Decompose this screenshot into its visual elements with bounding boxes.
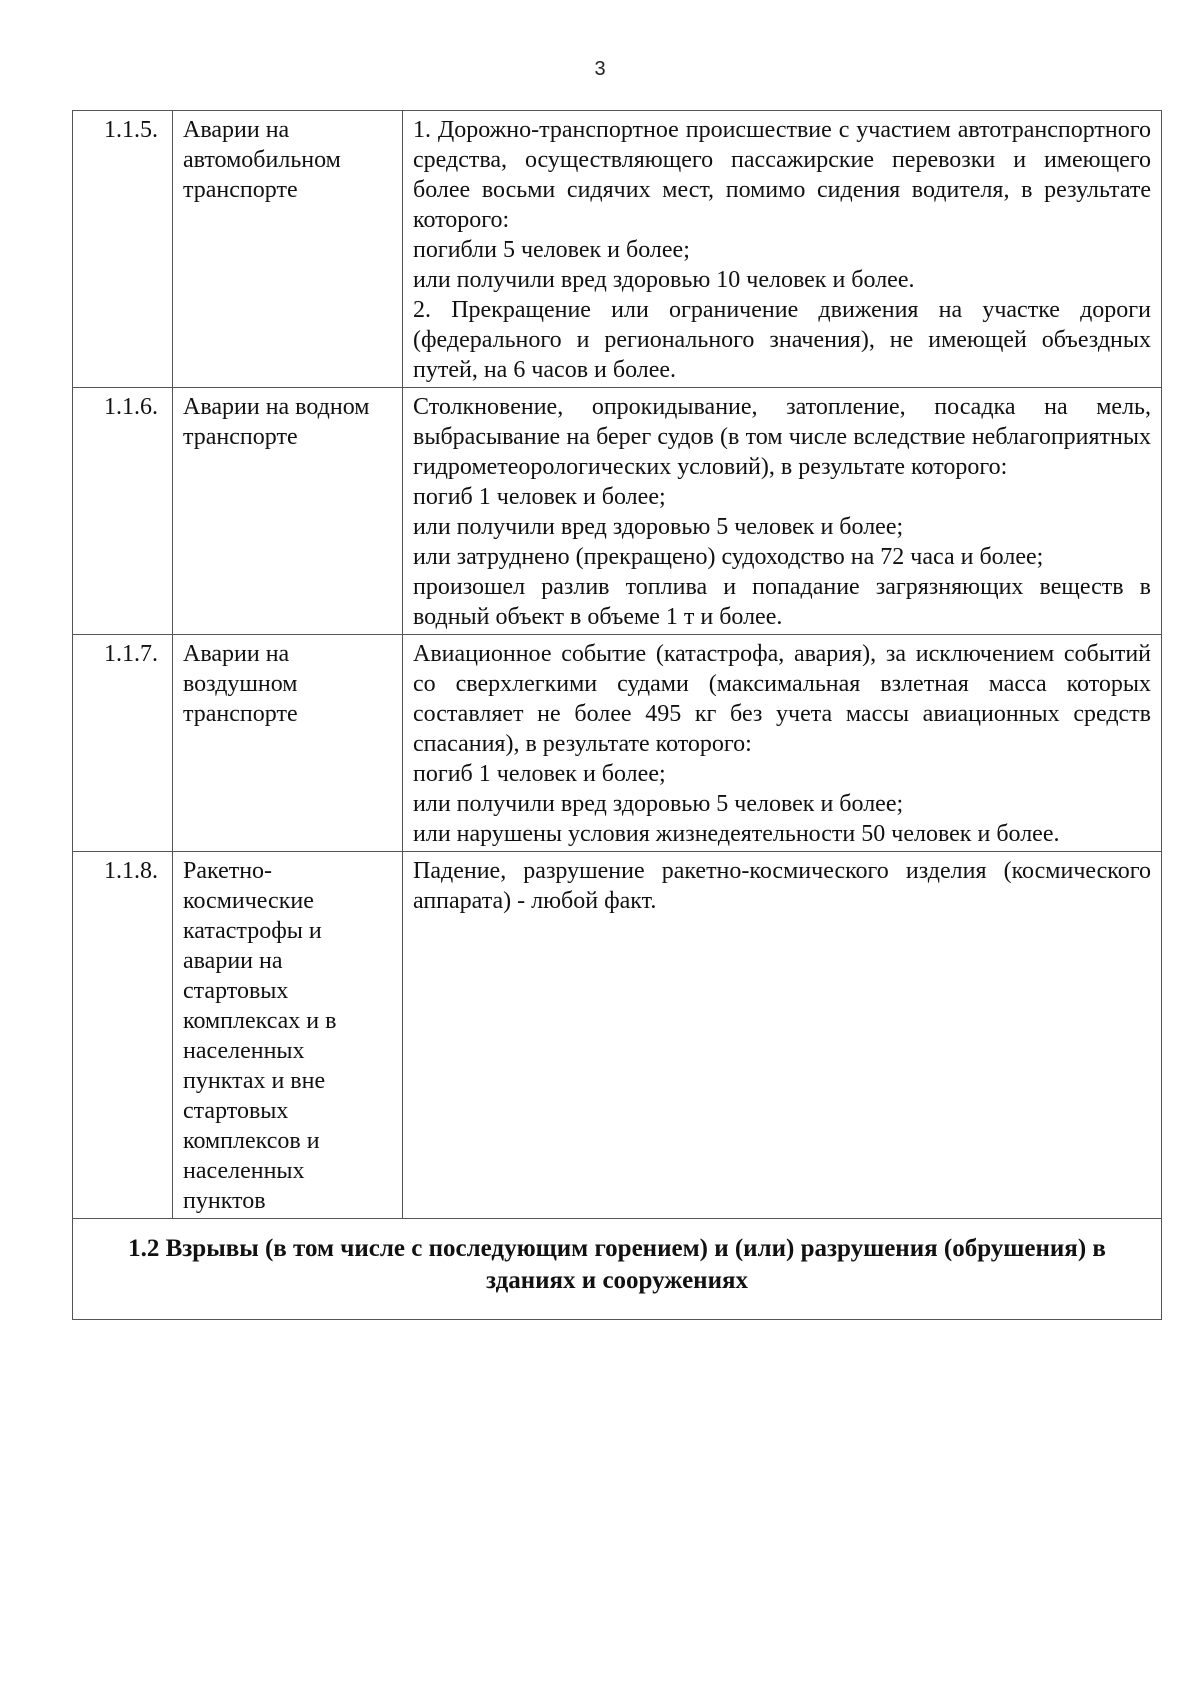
row-description xyxy=(403,852,1162,1219)
row-name-line: населенных xyxy=(183,1038,305,1064)
row-name-line: населенных xyxy=(183,1158,305,1184)
row-name-line: воздушном xyxy=(183,671,298,697)
row-name-line: Ракетно- xyxy=(183,858,273,884)
row-code: 1.1.6. xyxy=(73,388,173,635)
description-paragraph: Падение, разрушение ракетно-космического изделия (космического аппарата) - любой факт. xyxy=(413,858,1151,914)
row-name-line: транспорте xyxy=(183,701,298,727)
row-name-line: пунктов xyxy=(183,1188,266,1214)
row-name xyxy=(173,111,403,388)
row-name-line: комплексах и в xyxy=(183,1008,337,1034)
description-paragraph: погиб 1 человек и более; xyxy=(413,761,666,787)
row-name-line: стартовых xyxy=(183,1098,289,1124)
section-heading: 1.2 Взрывы (в том числе с последующим горением) и (или) разрушения (обрушения) в зданиях и сооружениях xyxy=(73,1219,1162,1320)
description-paragraph: 1. Дорожно-транспортное происшествие с участием автотранспортного средства, осуществляющего пассажирские перевозки и имеющего более восьми сидячих мест, помимо сидения водителя, в результате которого: xyxy=(413,117,1151,233)
row-name-line: катастрофы и xyxy=(183,918,322,944)
section-heading-row xyxy=(73,1219,1162,1320)
row-name-line: транспорте xyxy=(183,177,298,203)
row-code: 1.1.5. xyxy=(73,111,173,388)
page-number: 3 xyxy=(594,58,606,80)
row-name-line: Аварии на водном xyxy=(183,394,370,420)
row-name-line: Аварии на xyxy=(183,641,290,667)
row-name-line: Аварии на xyxy=(183,117,290,143)
row-name-line: транспорте xyxy=(183,424,298,450)
row-name xyxy=(173,388,403,635)
description-paragraph: или нарушены условия жизнедеятельности 50 человек и более. xyxy=(413,821,1060,847)
table-row-1-1-7 xyxy=(73,635,1162,852)
description-paragraph: погибли 5 человек и более; xyxy=(413,237,690,263)
description-paragraph: или затруднено (прекращено) судоходство на 72 часа и более; xyxy=(413,544,1044,570)
incident-criteria-table xyxy=(72,110,1162,1320)
row-name-line: пунктах и вне xyxy=(183,1068,326,1094)
description-paragraph: погиб 1 человек и более; xyxy=(413,484,666,510)
row-code: 1.1.8. xyxy=(73,852,173,1219)
row-name xyxy=(173,852,403,1219)
description-paragraph: Столкновение, опрокидывание, затопление, посадка на мель, выбрасывание на берег судов (в том числе вследствие неблагоприятных гидрометеорологических условий), в результате которого: xyxy=(413,394,1151,480)
row-description xyxy=(403,388,1162,635)
table-row-1-1-5 xyxy=(73,111,1162,388)
description-paragraph: или получили вред здоровью 5 человек и более; xyxy=(413,791,904,817)
table-row-1-1-6 xyxy=(73,388,1162,635)
row-code: 1.1.7. xyxy=(73,635,173,852)
description-paragraph: произошел разлив топлива и попадание загрязняющих веществ в водный объект в объеме 1 т и более. xyxy=(413,574,1151,630)
row-name-line: автомобильном xyxy=(183,147,341,173)
row-name-line: комплексов и xyxy=(183,1128,320,1154)
table-row-1-1-8 xyxy=(73,852,1162,1219)
row-name-line: аварии на xyxy=(183,948,283,974)
row-name xyxy=(173,635,403,852)
row-name-line: стартовых xyxy=(183,978,289,1004)
description-paragraph: или получили вред здоровью 5 человек и более; xyxy=(413,514,904,540)
description-paragraph: или получили вред здоровью 10 человек и более. xyxy=(413,267,915,293)
row-description xyxy=(403,111,1162,388)
row-description xyxy=(403,635,1162,852)
description-paragraph: 2. Прекращение или ограничение движения на участке дороги (федерального и регионального значения), не имеющей объездных путей, на 6 часов и более. xyxy=(413,297,1151,383)
row-name-line: космические xyxy=(183,888,314,914)
description-paragraph: Авиационное событие (катастрофа, авария), за исключением событий со сверхлегкими судами (максимальная взлетная масса которых составляет не более 495 кг без учета массы авиационных средств спасания), в результате которого: xyxy=(413,641,1151,757)
